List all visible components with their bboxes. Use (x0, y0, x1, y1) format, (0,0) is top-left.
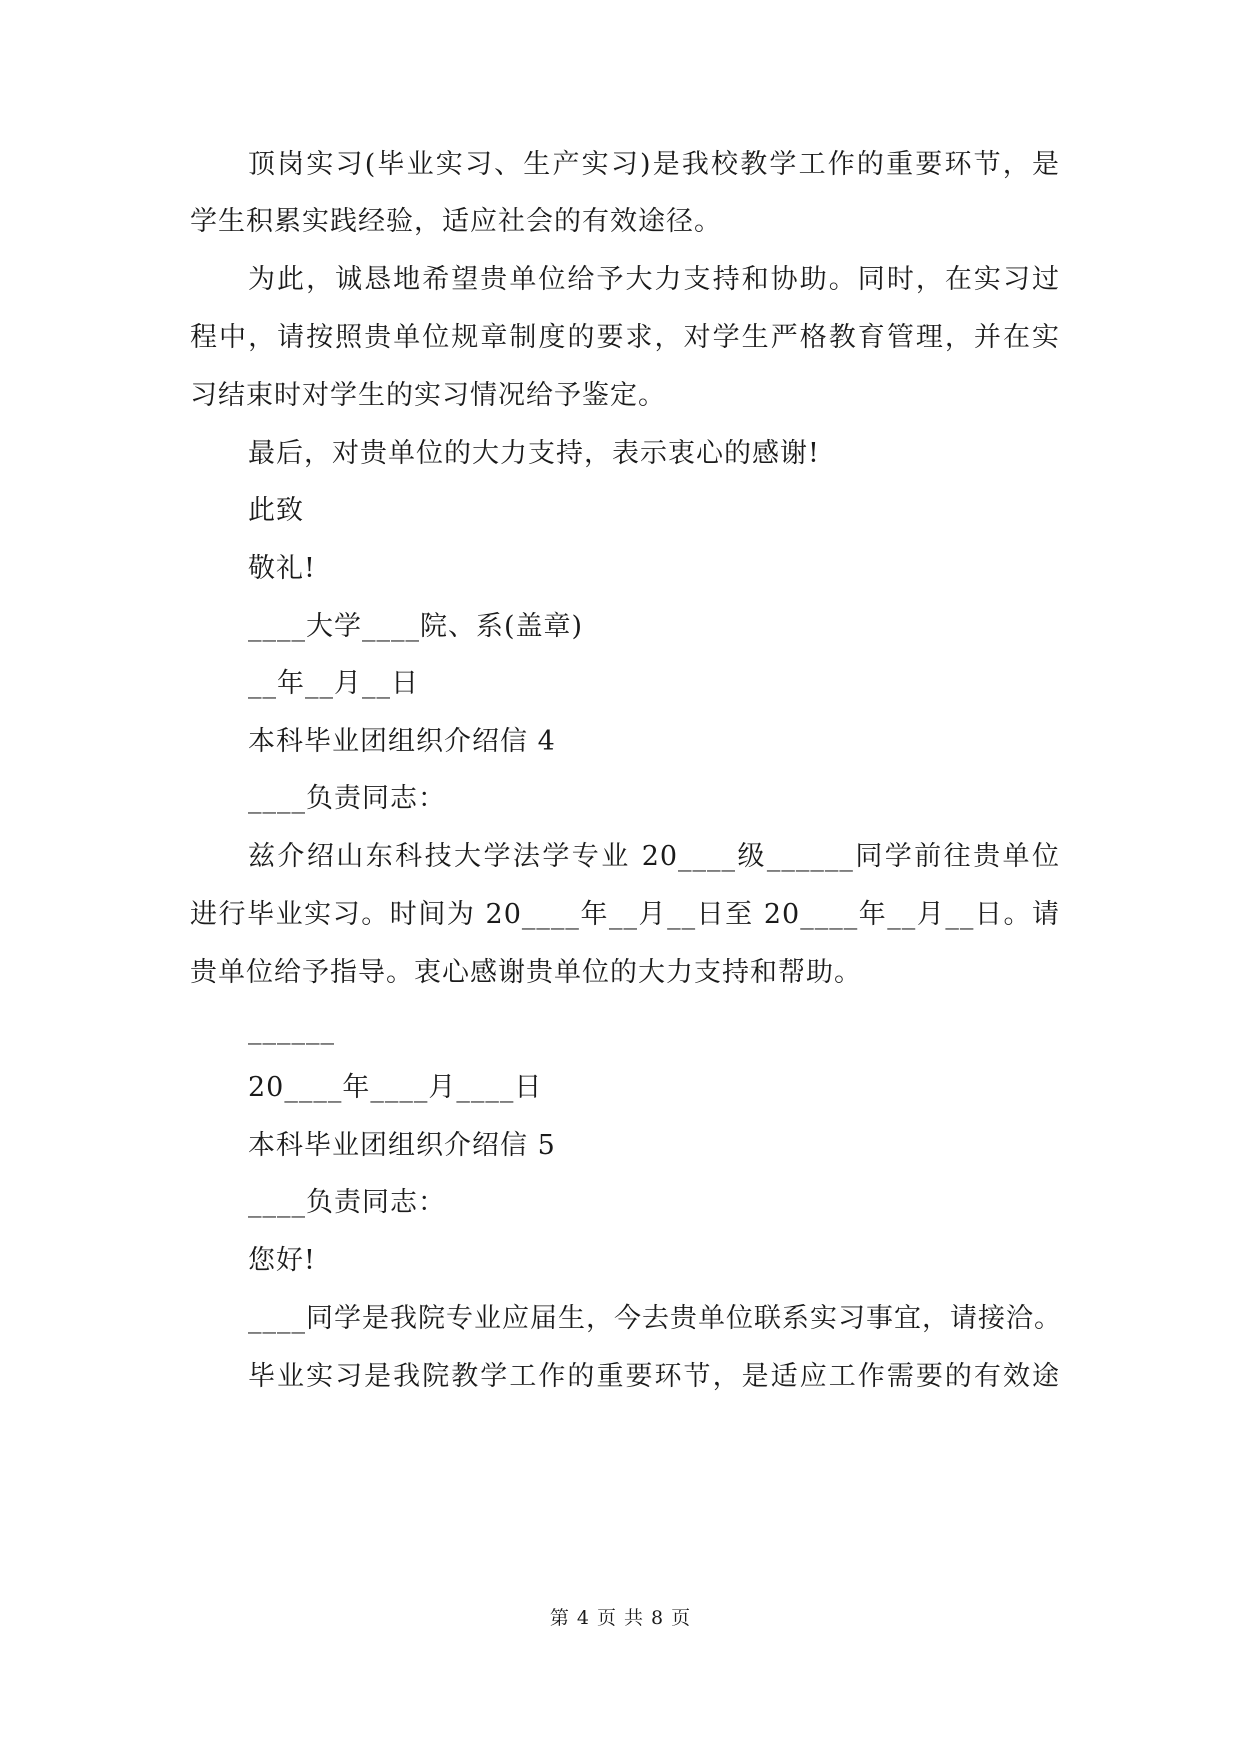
paragraph-line: ____同学是我院专业应届生，今去贵单位联系实习事宜，请接洽。 (248, 1303, 1062, 1334)
paragraph-line: 习结束时对学生的实习情况给予鉴定。 (190, 380, 666, 411)
paragraph-line: 兹介绍山东科技大学法学专业 20____级______同学前往贵单位 (248, 841, 1060, 872)
greeting-line: 您好! (248, 1245, 316, 1276)
date-line: 20____年____月____日 (248, 1072, 543, 1103)
paragraph-line: 程中，请按照贵单位规章制度的要求，对学生严格教育管理，并在实 (190, 322, 1060, 353)
signature-line: ______ (248, 1014, 335, 1045)
date-line: __年__月__日 (248, 668, 419, 699)
salutation-line: ____负责同志： (248, 1187, 446, 1218)
page-number-footer: 第 4 页 共 8 页 (549, 1607, 692, 1629)
paragraph-line: 进行毕业实习。时间为 20____年__月__日至 20____年__月__日。请 (190, 899, 1060, 930)
closing-line: 此致 (248, 495, 304, 526)
section-title: 本科毕业团组织介绍信 4 (248, 726, 556, 757)
paragraph-line: 顶岗实习(毕业实习、生产实习)是我校教学工作的重要环节，是 (248, 149, 1060, 180)
closing-line: 敬礼! (248, 553, 316, 584)
paragraph-line: 学生积累实践经验，适应社会的有效途径。 (190, 206, 722, 237)
paragraph-line: 为此，诚恳地希望贵单位给予大力支持和协助。同时，在实习过 (248, 264, 1060, 295)
signature-line: ____大学____院、系(盖章) (248, 611, 584, 642)
paragraph-line: 贵单位给予指导。衷心感谢贵单位的大力支持和帮助。 (190, 957, 862, 988)
salutation-line: ____负责同志： (248, 783, 446, 814)
paragraph-line: 毕业实习是我院教学工作的重要环节，是适应工作需要的有效途 (248, 1361, 1060, 1392)
section-title: 本科毕业团组织介绍信 5 (248, 1130, 556, 1161)
paragraph-line: 最后，对贵单位的大力支持，表示衷心的感谢! (248, 438, 820, 469)
